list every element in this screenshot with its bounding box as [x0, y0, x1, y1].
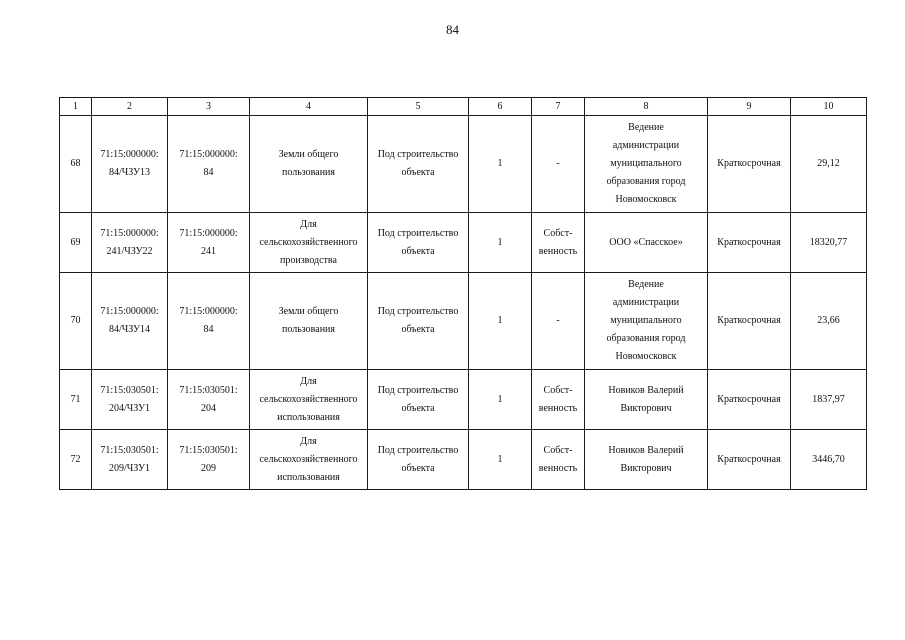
term-cell: Краткосрочная — [708, 273, 791, 370]
header-cell: 6 — [469, 98, 532, 116]
purpose-cell: Под строительство объекта — [368, 430, 469, 490]
row-number-cell: 69 — [60, 213, 92, 273]
owner-cell: Новиков Валерий Викторович — [585, 370, 708, 430]
area-cell: 18320,77 — [791, 213, 867, 273]
table-row — [60, 116, 867, 213]
row-number-cell: 71 — [60, 370, 92, 430]
term-cell: Краткосрочная — [708, 213, 791, 273]
owner-cell: Ведение администрации муниципального образования город Новомосковск — [585, 273, 708, 370]
ownership-cell: Собст- венность — [532, 213, 585, 273]
land-category-cell: Для сельскохозяйственного использования — [250, 430, 368, 490]
cadastral-part-cell: 71:15:000000: 84/ЧЗУ13 — [92, 116, 168, 213]
cadastral-part-cell: 71:15:000000: 241/ЧЗУ22 — [92, 213, 168, 273]
row-number-cell: 68 — [60, 116, 92, 213]
owner-cell: Новиков Валерий Викторович — [585, 430, 708, 490]
header-cell: 3 — [168, 98, 250, 116]
cadastral-part-cell: 71:15:030501: 204/ЧЗУ1 — [92, 370, 168, 430]
term-cell: Краткосрочная — [708, 116, 791, 213]
header-cell: 7 — [532, 98, 585, 116]
purpose-cell: Под строительство объекта — [368, 213, 469, 273]
header-cell: 9 — [708, 98, 791, 116]
land-category-cell: Для сельскохозяйственного использования — [250, 370, 368, 430]
land-category-cell: Земли общего пользования — [250, 116, 368, 213]
cadastral-number-cell: 71:15:000000: 84 — [168, 116, 250, 213]
area-cell: 29,12 — [791, 116, 867, 213]
header-cell: 4 — [250, 98, 368, 116]
column-6-cell: 1 — [469, 370, 532, 430]
header-cell: 2 — [92, 98, 168, 116]
row-number-cell: 72 — [60, 430, 92, 490]
column-6-cell: 1 — [469, 430, 532, 490]
purpose-cell: Под строительство объекта — [368, 370, 469, 430]
land-plots-table — [59, 97, 867, 490]
header-cell: 5 — [368, 98, 469, 116]
owner-cell: ООО «Спасское» — [585, 213, 708, 273]
column-6-cell: 1 — [469, 116, 532, 213]
term-cell: Краткосрочная — [708, 370, 791, 430]
header-cell: 1 — [60, 98, 92, 116]
column-6-cell: 1 — [469, 273, 532, 370]
cadastral-part-cell: 71:15:030501: 209/ЧЗУ1 — [92, 430, 168, 490]
table-row — [60, 213, 867, 273]
area-cell: 3446,70 — [791, 430, 867, 490]
cadastral-part-cell: 71:15:000000: 84/ЧЗУ14 — [92, 273, 168, 370]
purpose-cell: Под строительство объекта — [368, 116, 469, 213]
table-row — [60, 273, 867, 370]
column-6-cell: 1 — [469, 213, 532, 273]
table-row — [60, 430, 867, 490]
ownership-cell: Собст- венность — [532, 430, 585, 490]
ownership-cell: - — [532, 273, 585, 370]
page-number: 84 — [446, 22, 459, 37]
owner-cell: Ведение администрации муниципального образования город Новомосковск — [585, 116, 708, 213]
cadastral-number-cell: 71:15:000000: 84 — [168, 273, 250, 370]
area-cell: 23,66 — [791, 273, 867, 370]
land-category-cell: Земли общего пользования — [250, 273, 368, 370]
land-category-cell: Для сельскохозяйственного производства — [250, 213, 368, 273]
cadastral-number-cell: 71:15:000000: 241 — [168, 213, 250, 273]
ownership-cell: - — [532, 116, 585, 213]
header-cell: 8 — [585, 98, 708, 116]
ownership-cell: Собст- венность — [532, 370, 585, 430]
cadastral-number-cell: 71:15:030501: 204 — [168, 370, 250, 430]
cadastral-number-cell: 71:15:030501: 209 — [168, 430, 250, 490]
purpose-cell: Под строительство объекта — [368, 273, 469, 370]
row-number-cell: 70 — [60, 273, 92, 370]
table-header-row — [60, 98, 867, 116]
table-row — [60, 370, 867, 430]
area-cell: 1837,97 — [791, 370, 867, 430]
term-cell: Краткосрочная — [708, 430, 791, 490]
header-cell: 10 — [791, 98, 867, 116]
